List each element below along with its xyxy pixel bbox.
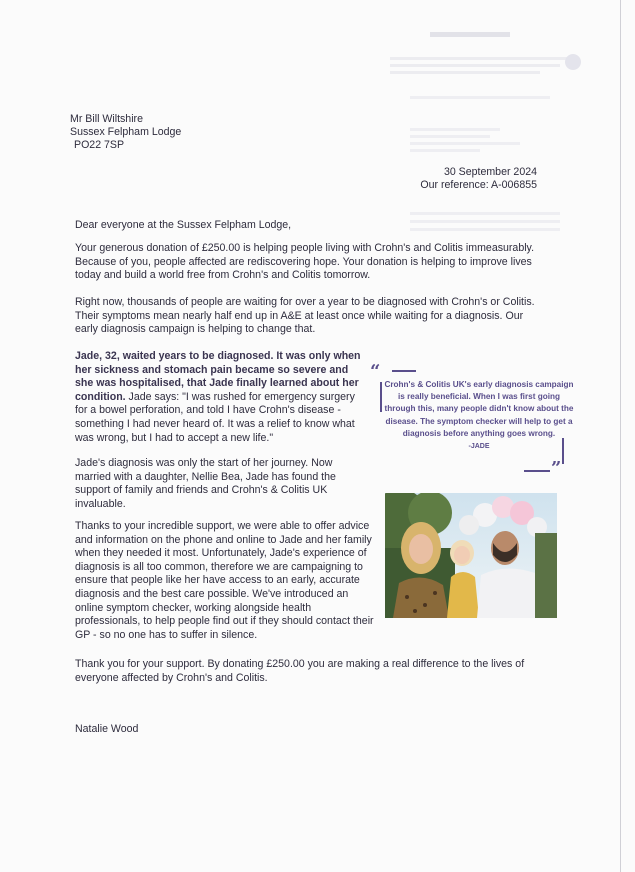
paragraph-jade-journey: Jade's diagnosis was only the start of her journey. Now married with a daughter, Nellie Bea, Jade has found the support of family and friends and Crohn's & Colitis UK invaluable. bbox=[75, 457, 336, 510]
quote-right-rule bbox=[562, 438, 564, 464]
family-photo bbox=[385, 493, 557, 618]
pull-quote-attribution: -JADE bbox=[468, 443, 490, 451]
quote-close-mark bbox=[551, 458, 561, 479]
jade-story-quote: Jade says: "I was rushed for emergency surgery for a bowel perforation, and told I have Crohn's disease - something I had never heard of. It was a relief to know what was wrong, but I had to accept a new life." bbox=[75, 390, 355, 444]
quote-left-rule bbox=[380, 382, 382, 412]
jade-story-lead: Jade, 32, waited years to be diagnosed. It was only when her sickness and stomach pain became so severe and she was hospitalised, that Jade finally learned about her condition. bbox=[75, 350, 361, 403]
paper-edge bbox=[620, 0, 621, 872]
recipient-postcode: PO22 7SP bbox=[74, 139, 125, 152]
quote-bottom-rule bbox=[524, 470, 550, 472]
signature-name: Natalie Wood bbox=[75, 723, 139, 735]
pull-quote-text: Crohn's & Colitis UK's early diagnosis campaign is really beneficial. When I was first going through this, many people didn't know about the disease. The symptom checker will help to get a diagnosis before anything goes wrong. bbox=[384, 380, 574, 438]
paragraph-thank-you: Thank you for your support. By donating £250.00 you are making a real difference to the lives of everyone affected by Crohn's and Colitis. bbox=[75, 658, 525, 684]
open-quote-icon: “ bbox=[370, 361, 381, 382]
quote-open-mark bbox=[370, 361, 380, 382]
pull-quote bbox=[384, 379, 574, 453]
paragraph-waiting-times: Right now, thousands of people are waiting for over a year to be diagnosed with Crohn's or Colitis. Their symptoms mean nearly half end up in A&E at least once while waiting for a diagnosis. Our early diagnosis campaign is helping to change that. bbox=[75, 296, 535, 336]
letter-reference: Our reference: A-006855 bbox=[420, 179, 537, 192]
quote-top-rule bbox=[392, 370, 416, 372]
recipient-address bbox=[70, 113, 181, 153]
paragraph-support: Thanks to your incredible support, we were able to offer advice and information on the phone and online to Jade and her family when they needed it most. Unfortunately, Jade's experience of diagnosis is all too common, therefore we are campaigning to ensure that people like her have access to an early, accurate diagnosis and the best care possible. We've introduced an online symptom checker, working alongside health professionals, to help people find out if they should contact their GP - so no one has to suffer in silence. bbox=[75, 520, 374, 641]
letter-meta bbox=[400, 166, 537, 192]
letter-date: 30 September 2024 bbox=[443, 166, 537, 178]
paragraph-jade-story bbox=[75, 350, 365, 445]
salutation: Dear everyone at the Sussex Felpham Lodge, bbox=[75, 219, 292, 231]
recipient-org: Sussex Felpham Lodge bbox=[70, 126, 182, 139]
paragraph-donation-impact: Your generous donation of £250.00 is helping people living with Crohn's and Colitis immeasurably. Because of you, people affected are rediscovering hope. Your donation is helping to improve lives today and build a world free from Crohn's and Colitis tomorrow. bbox=[75, 242, 535, 282]
close-quote-icon: ” bbox=[551, 458, 562, 479]
recipient-name: Mr Bill Wiltshire bbox=[70, 113, 143, 125]
